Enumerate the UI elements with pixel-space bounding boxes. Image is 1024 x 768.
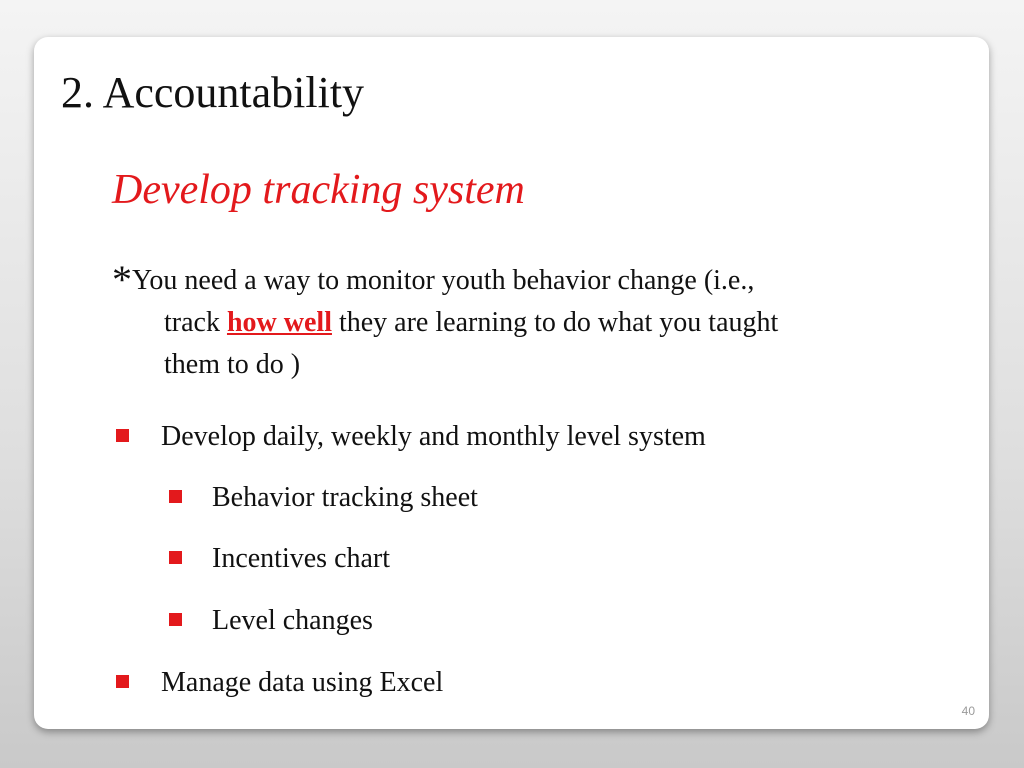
asterisk-bullet: *: [112, 257, 132, 302]
intro-text-2-before: track: [164, 307, 227, 338]
bullet-label: Level changes: [212, 605, 373, 636]
intro-line-3: them to do ): [164, 349, 301, 380]
square-bullet-icon: [116, 429, 129, 442]
slide-card: [34, 37, 989, 729]
intro-text-1: You need a way to monitor youth behavior change (i.e.,: [132, 265, 755, 296]
slide-title: 2. Accountability: [61, 68, 365, 117]
highlight-how-well: how well: [226, 307, 332, 338]
intro-line-2: [112, 302, 972, 344]
sub-bullet-item: [169, 484, 478, 512]
intro-line-1: [112, 259, 972, 302]
square-bullet-icon: [116, 675, 129, 688]
square-bullet-icon: [169, 490, 182, 503]
intro-text-2-after: they are learning to do what you taught: [331, 307, 779, 338]
bullet-label: Develop daily, weekly and monthly level system: [161, 421, 706, 452]
slide-subtitle: Develop tracking system: [112, 167, 525, 213]
square-bullet-icon: [169, 551, 182, 564]
bullet-item: [116, 423, 706, 451]
sub-bullet-item: [169, 607, 373, 635]
sub-bullet-item: [169, 545, 390, 573]
bullet-item: [116, 669, 443, 697]
bullet-label: Behavior tracking sheet: [212, 482, 478, 513]
square-bullet-icon: [169, 613, 182, 626]
bullet-label: Manage data using Excel: [161, 667, 444, 698]
bullet-label: Incentives chart: [212, 543, 391, 574]
intro-paragraph: [112, 259, 972, 386]
page-number: 40: [961, 704, 975, 718]
